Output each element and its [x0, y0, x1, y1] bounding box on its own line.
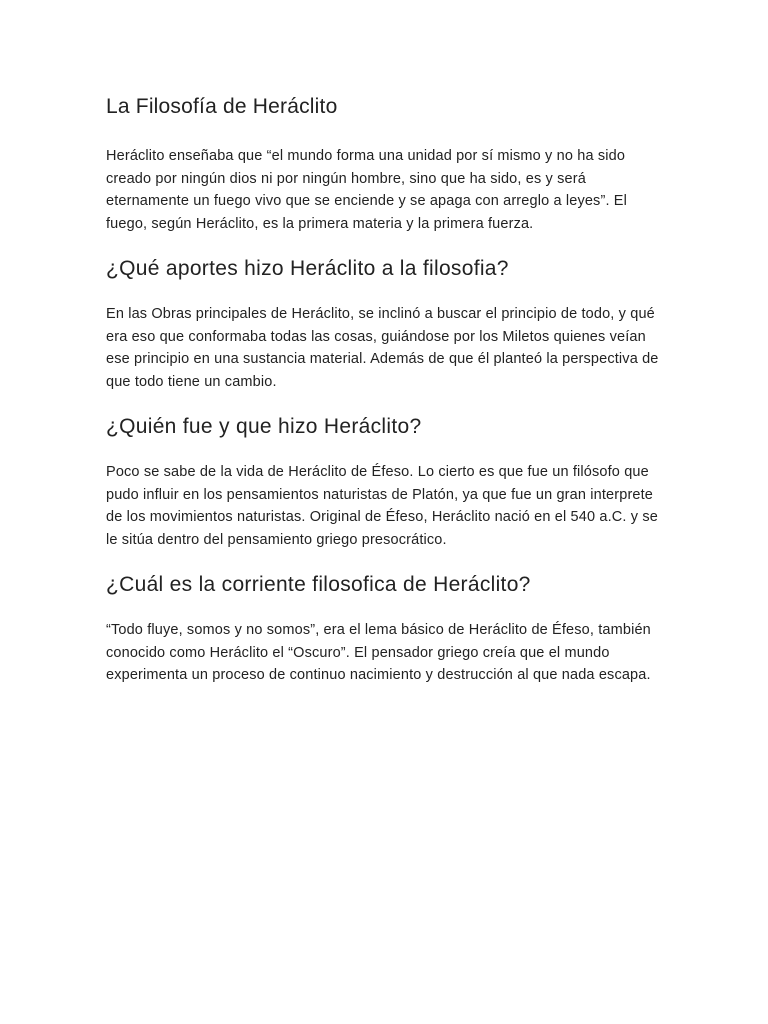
section-body-quien: Poco se sabe de la vida de Heráclito de Éfeso. Lo cierto es que fue un filósofo que pudo influir en los pensamientos naturistas de Platón, ya que fue un gran interprete de los movimientos naturistas. Original de Éfeso, Heráclito nació en el 540 a.C. y se le sitúa dentro del pensamiento griego presocrático.	[106, 464, 658, 548]
document-title: La Filosofía de Heráclito	[106, 95, 338, 118]
section-body-aportes: En las Obras principales de Heráclito, se inclinó a buscar el principio de todo, y qué era eso que conformaba todas las cosas, guiándose por los Miletos quienes veían ese principio en una sustancia material. Además de que él planteó la perspectiva de que todo tiene un cambio.	[106, 306, 659, 390]
section-body-corriente: “Todo fluye, somos y no somos”, era el lema básico de Heráclito de Éfeso, también conocido como Heráclito el “Oscuro”. El pensador griego creía que el mundo experimenta un proceso de continuo nacimiento y destrucción al que nada escapa.	[106, 622, 651, 683]
section-heading-corriente: ¿Cuál es la corriente filosofica de Heráclito?	[106, 573, 531, 596]
section-heading-quien: ¿Quién fue y que hizo Heráclito?	[106, 415, 422, 438]
document-page	[106, 93, 666, 707]
section-heading-aportes: ¿Qué aportes hizo Heráclito a la filosofia?	[106, 257, 509, 280]
intro-paragraph: Heráclito enseñaba que “el mundo forma una unidad por sí mismo y no ha sido creado por ningún dios ni por ningún hombre, sino que ha sido, es y será eternamente un fuego vivo que se enciende y se apaga con arreglo a leyes”. El fuego, según Heráclito, es la primera materia y la primera fuerza.	[106, 148, 627, 232]
